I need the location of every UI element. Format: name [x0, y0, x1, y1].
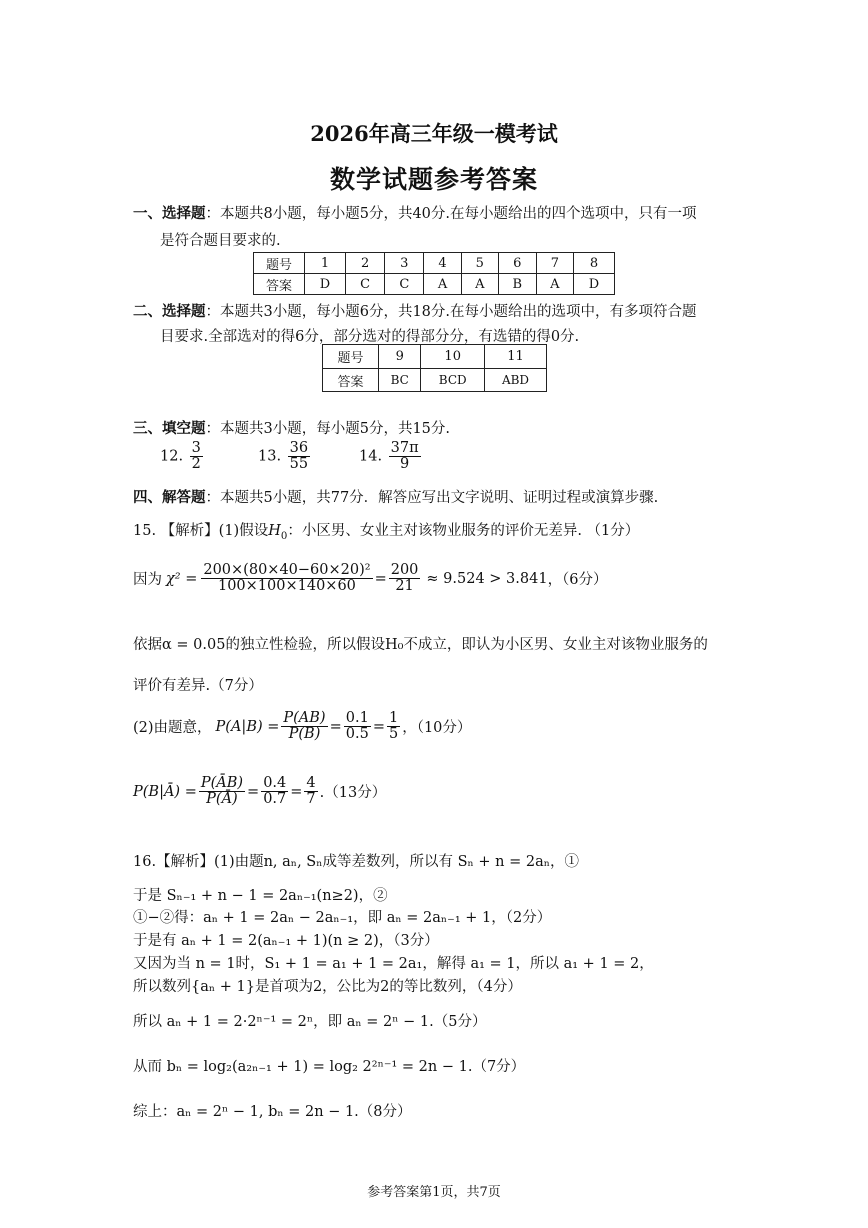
prob-num-6: 4: [306, 775, 316, 791]
table1-label-q: 题号: [254, 253, 305, 274]
section2-line2: 目要求.全部选对的得6分，部分选对的得部分分，有选错的得0分.: [160, 329, 580, 345]
q16-line9: 综上：aₙ = 2ⁿ − 1, bₙ = 2n − 1.（8分）: [133, 1104, 412, 1120]
section2-head: 二、选择题: [133, 303, 206, 320]
q16-line5: 又因为当 n = 1时，S₁ + 1 = a₁ + 1 = 2a₁，解得 a₁ = 1，所以 a₁ + 1 = 2，: [133, 956, 654, 972]
section1-text1: ：本题共8小题，每小题5分，共40分.在每小题给出的四个选项中，只有一项: [205, 206, 697, 222]
q16-line1: 16.【解析】(1)由题n, aₙ, Sₙ成等差数列，所以有 Sₙ + n = 2aₙ，①: [133, 854, 580, 870]
section2-line1: [133, 300, 697, 321]
section4-head: 四、解答题: [133, 489, 206, 506]
table2-a: ABD: [485, 369, 547, 392]
q16-line3: ①−②得：aₙ + 1 = 2aₙ − 2aₙ₋₁，即 aₙ = 2aₙ₋₁ + 1，（2分）: [133, 910, 552, 926]
q12-numerator: 3: [191, 440, 201, 456]
q15-score-6: ，（6分）: [547, 572, 608, 589]
section4-line: [133, 486, 658, 507]
q13-label: 13.: [258, 448, 282, 465]
q16-line6: 所以数列{aₙ + 1}是首项为2，公比为2的等比数列，（4分）: [133, 979, 522, 995]
prob-fraction-1: [281, 711, 327, 742]
q15-line1: [133, 519, 639, 542]
section3-text: ：本题共3小题，每小题5分，共15分.: [205, 421, 451, 437]
q15-part2: [133, 711, 471, 742]
table1-a: C: [345, 274, 384, 295]
q15-score-10: ，（10分）: [402, 720, 472, 737]
q15-score-13: .（13分）: [319, 785, 387, 802]
table1-a: D: [573, 274, 614, 295]
prob-den-3: 5: [388, 726, 399, 743]
prob-fraction-5: [261, 776, 288, 807]
prob-num-3: 1: [388, 710, 399, 726]
table2-label-q: 题号: [323, 345, 379, 369]
chi-approx: ≈ 9.524 > 3.841: [426, 570, 548, 587]
table2-question-row: [323, 345, 547, 369]
table1-q: 7: [536, 253, 573, 274]
table1-q: 2: [345, 253, 384, 274]
table2-q: 11: [485, 345, 547, 369]
prob-den-2: 0.5: [345, 726, 369, 743]
prob-fraction-4: [199, 776, 245, 807]
table1-a: A: [536, 274, 573, 295]
table1-answer-row: [254, 274, 615, 295]
table2-q: 10: [421, 345, 485, 369]
answer-14: [359, 441, 423, 472]
hypothesis-subscript: 0: [280, 530, 288, 542]
document-title: 2026年高三年级一模考试: [310, 121, 558, 146]
chi-square-symbol: χ² =: [166, 570, 198, 587]
section3-line: [133, 417, 450, 438]
answer-table-1: [253, 252, 615, 295]
prob-num-2: 0.1: [345, 710, 369, 726]
document-subtitle: 数学试题参考答案: [329, 165, 538, 194]
q16-line2: 于是 Sₙ₋₁ + n − 1 = 2aₙ₋₁(n≥2)，②: [133, 888, 388, 904]
table1-a: B: [498, 274, 536, 295]
equals: =: [329, 718, 342, 735]
q15-line3: 依据α = 0.05的独立性检验，所以假设H₀不成立，即认为小区男、女业主对该物业服务的: [133, 637, 708, 653]
section2-text1: ：本题共3小题，每小题6分，共18分.在每小题给出的选项中，有多项符合题: [205, 304, 697, 320]
table1-q: 5: [461, 253, 498, 274]
q15-chi-square: [133, 563, 608, 594]
prob-num-4: P(ĀB): [200, 775, 244, 791]
chi-value-denominator: 21: [395, 578, 414, 595]
chi-value-fraction: [389, 563, 421, 594]
table2-label-a: 答案: [323, 369, 379, 392]
section1-line2: 是符合题目要求的.: [160, 233, 281, 249]
table1-q: 8: [573, 253, 614, 274]
prob-den-4: P(Ā): [206, 791, 238, 808]
prob-fraction-2: [344, 711, 371, 742]
table1-q: 4: [424, 253, 461, 274]
table1-a: A: [424, 274, 461, 295]
equals: =: [374, 570, 387, 587]
q13-numerator: 36: [289, 440, 309, 456]
q12-label: 12.: [160, 448, 184, 465]
equals: =: [247, 783, 260, 800]
prob-num-1: P(AB): [283, 710, 326, 726]
q12-denominator: 2: [191, 456, 201, 473]
table1-a: D: [305, 274, 346, 295]
answer-12: [160, 441, 205, 472]
q15-rest: ：小区男、女业主对该物业服务的评价无差异. （1分）: [287, 523, 640, 539]
q15-part2-prefix: (2)由题意，: [133, 720, 212, 737]
q16-line7: 所以 aₙ + 1 = 2·2ⁿ⁻¹ = 2ⁿ，即 aₙ = 2ⁿ − 1.（5分）: [133, 1014, 487, 1030]
equals: =: [372, 718, 385, 735]
chi-denominator: 100×100×140×60: [217, 578, 356, 595]
q15-because: 因为: [133, 572, 162, 589]
q15-prefix: 15. 【解析】(1)假设: [133, 523, 269, 539]
table1-q: 6: [498, 253, 536, 274]
answer-13: [258, 441, 312, 472]
prob-den-6: 7: [306, 791, 316, 808]
table2-a: BCD: [421, 369, 485, 392]
q12-fraction: [190, 441, 203, 472]
section1-head: 一、选择题: [133, 205, 206, 222]
prob-num-5: 0.4: [263, 775, 287, 791]
q16-line4: 于是有 aₙ + 1 = 2(aₙ₋₁ + 1)(n ≥ 2)，（3分）: [133, 933, 439, 949]
hypothesis-symbol: H: [268, 523, 281, 539]
conditional-prob-AB: P(A|B) =: [215, 718, 280, 735]
chi-square-fraction: [201, 563, 372, 594]
page-footer: 参考答案第1页，共7页: [367, 1185, 501, 1200]
section1-line1: [133, 202, 697, 223]
q14-label: 14.: [359, 448, 383, 465]
table2-a: BC: [379, 369, 421, 392]
q16-line8: 从而 bₙ = log₂(a₂ₙ₋₁ + 1) = log₂ 2²ⁿ⁻¹ = 2n − 1.（7分）: [133, 1059, 526, 1075]
prob-fraction-6: [304, 776, 317, 807]
q13-fraction: [288, 441, 310, 472]
equals: =: [290, 783, 303, 800]
conditional-prob-BA: P(B|Ā) =: [133, 783, 197, 800]
table1-a: C: [385, 274, 424, 295]
q13-denominator: 55: [289, 456, 309, 473]
q14-numerator: 37π: [390, 440, 419, 456]
table1-q: 3: [385, 253, 424, 274]
q15-line4: 评价有差异.（7分）: [133, 678, 263, 694]
table1-question-row: [254, 253, 615, 274]
q14-fraction: [389, 441, 421, 472]
chi-numerator: 200×(80×40−60×20)²: [203, 562, 371, 578]
table2-answer-row: [323, 369, 547, 392]
answer-table-2: [322, 344, 547, 392]
chi-value-numerator: 200: [390, 562, 419, 578]
section3-head: 三、填空题: [133, 420, 206, 437]
prob-fraction-3: [387, 711, 400, 742]
table1-a: A: [461, 274, 498, 295]
section4-text: ：本题共5小题，共77分．解答应写出文字说明、证明过程或演算步骤.: [205, 490, 659, 506]
prob-den-5: 0.7: [263, 791, 287, 808]
table1-q: 1: [305, 253, 346, 274]
q15-part2b: [133, 776, 386, 807]
table2-q: 9: [379, 345, 421, 369]
q14-denominator: 9: [400, 456, 410, 473]
prob-den-1: P(B): [288, 726, 321, 743]
table1-label-a: 答案: [254, 274, 305, 295]
